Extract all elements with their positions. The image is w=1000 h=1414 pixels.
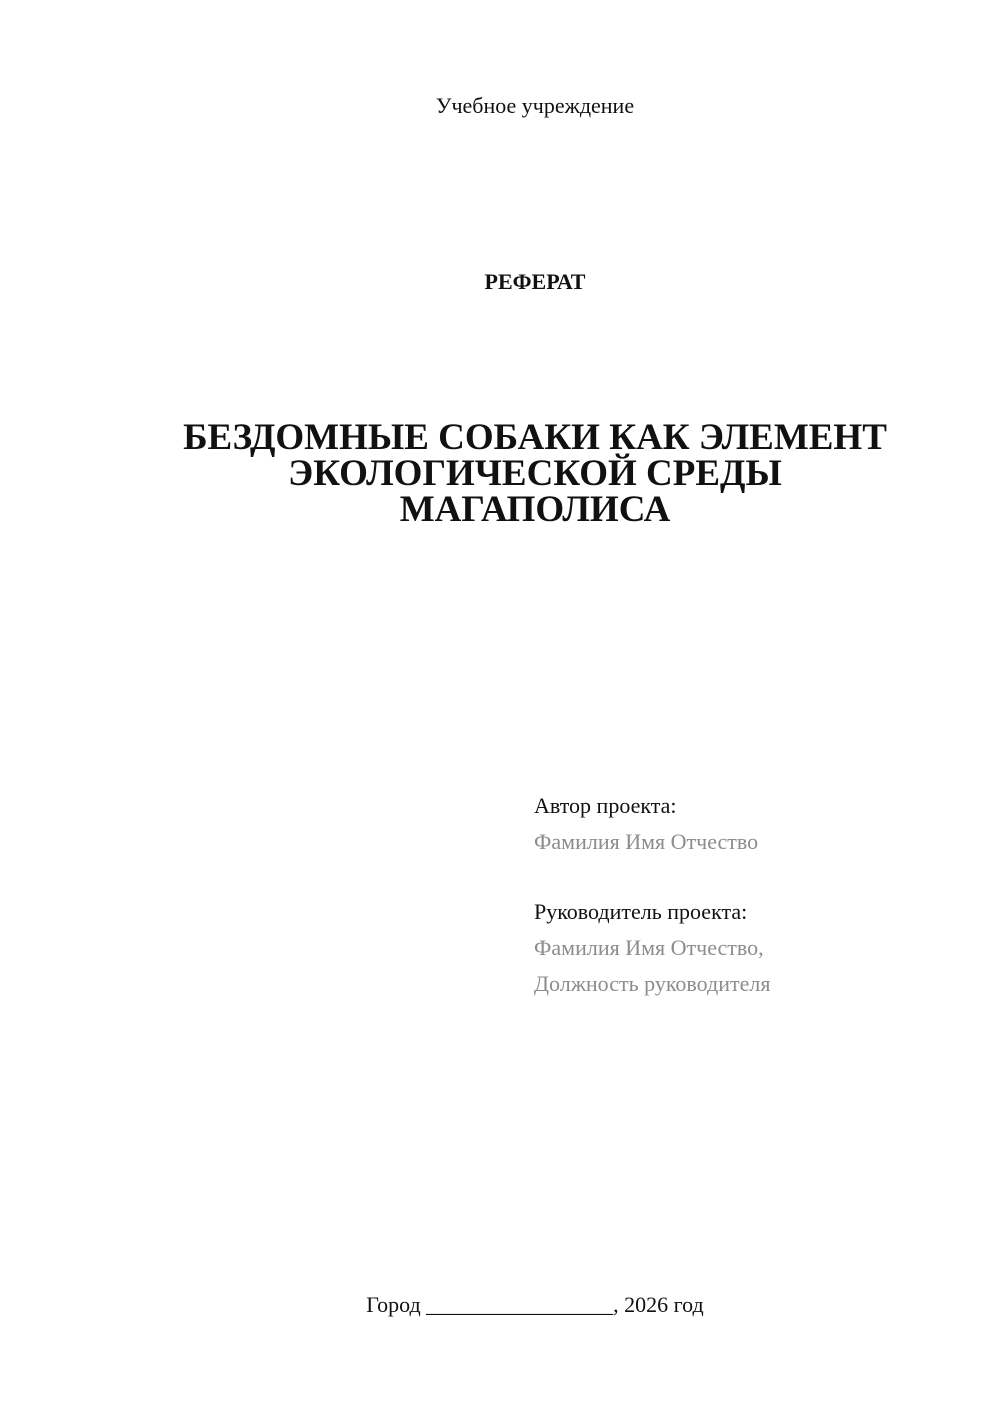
title-line: ЭКОЛОГИЧЕСКОЙ СРЕДЫ [288,453,782,494]
title-line: БЕЗДОМНЫЕ СОБАКИ КАК ЭЛЕМЕНТ [183,417,887,458]
document-type: РЕФЕРАТ [484,269,586,294]
author-name: Фамилия Имя Отчество [534,829,759,854]
supervisor-name: Фамилия Имя Отчество, [534,935,764,960]
institution-name: Учебное учреждение [435,93,635,118]
supervisor-position: Должность руководителя [534,971,771,996]
supervisor-label: Руководитель проекта: [534,899,748,924]
credits-block [534,788,974,1002]
spacer [534,860,974,894]
author-label: Автор проекта: [534,793,677,818]
title-line: МАГАПОЛИСА [399,489,671,530]
document-title [0,417,1000,530]
city-year-line: Город _________________, 2026 год [366,1292,704,1317]
